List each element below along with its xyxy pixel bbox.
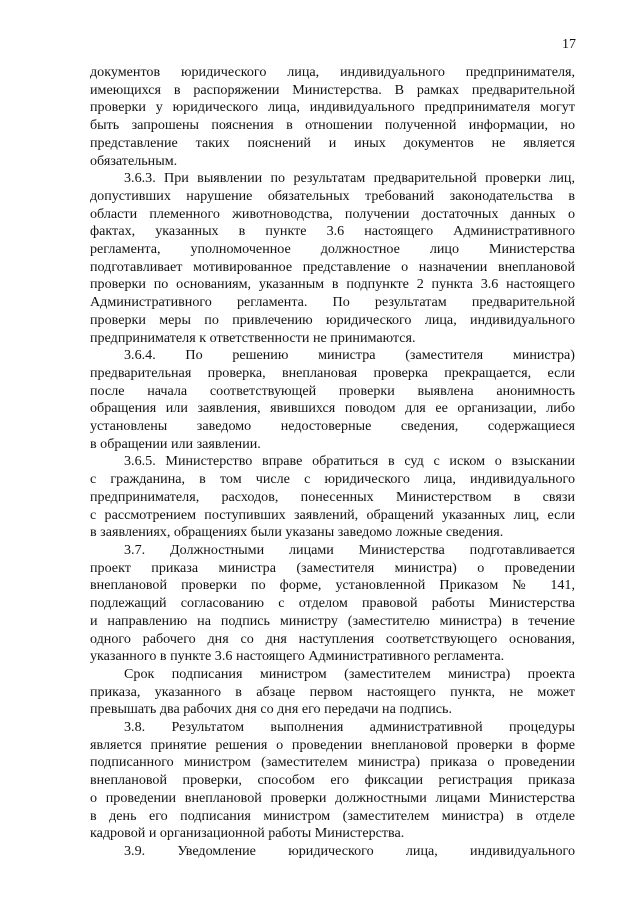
text-line: после начала соответствующей проверки выявлена анонимность bbox=[90, 382, 575, 399]
text-line: 3.7. Должностными лицами Министерства подготавливается bbox=[124, 541, 575, 558]
text-line: превышать два рабочих дня со дня его передачи на подпись. bbox=[90, 701, 453, 718]
text-line: подготавливает мотивированное представление о назначении внеплановой bbox=[90, 258, 575, 275]
text-line: указанного в пункте 3.6 настоящего Административного регламента. bbox=[90, 648, 505, 665]
page-number: 17 bbox=[562, 37, 576, 52]
document-body bbox=[90, 64, 575, 861]
text-line: 3.6.3. При выявлении по результатам предварительной проверки лиц, bbox=[124, 170, 575, 187]
text-line: внеплановой проверки, способом его фиксации регистрация приказа bbox=[90, 772, 575, 789]
text-line: в обращении или заявлении. bbox=[90, 435, 261, 452]
text-line: проверки меры по привлечению юридического лица, индивидуального bbox=[90, 311, 575, 328]
text-line: с рассмотрением поступивших заявлений, обращений указанных лиц, если bbox=[90, 506, 575, 523]
text-line: проверки у юридического лица, индивидуального предпринимателя могут bbox=[90, 99, 575, 116]
text-line: кадровой и организационной работы Министерства. bbox=[90, 825, 405, 842]
text-line: с гражданина, в том числе с юридического лица, индивидуального bbox=[90, 471, 575, 488]
text-line: одного рабочего дня со дня наступления соответствующего основания, bbox=[90, 630, 575, 647]
text-line: установлены заведомо недостоверные сведения, содержащиеся bbox=[90, 418, 575, 435]
text-line: регламента, уполномоченное должностное лицо Министерства bbox=[90, 241, 575, 258]
text-line: допустивших нарушение обязательных требований законодательства в bbox=[90, 187, 575, 204]
text-line: предпринимателя к ответственности не принимаются. bbox=[90, 329, 416, 346]
text-line: в день его подписания министром (заместителем министра) в отделе bbox=[90, 807, 575, 824]
text-line: подлежащий согласованию с отделом правовой работы Министерства bbox=[90, 595, 575, 612]
text-line: является принятие решения о проведении внеплановой проверки в форме bbox=[90, 736, 575, 753]
text-line: 3.9. Уведомление юридического лица, индивидуального bbox=[124, 842, 575, 859]
text-line: области племенного животноводства, получении достаточных данных о bbox=[90, 205, 575, 222]
text-line: Административного регламента. По результатам предварительной bbox=[90, 294, 575, 311]
text-line: имеющихся в распоряжении Министерства. В рамках предварительной bbox=[90, 81, 575, 98]
text-line: предварительная проверка, внеплановая проверка прекращается, если bbox=[90, 364, 575, 381]
text-line: в заявлениях, обращениях были указаны заведомо ложные сведения. bbox=[90, 524, 504, 541]
text-line: предпринимателя, расходов, понесенных Министерством в связи bbox=[90, 488, 575, 505]
text-line: обязательным. bbox=[90, 152, 178, 169]
text-line: подписанного министром (заместителем министра) приказа о проведении bbox=[90, 754, 575, 771]
text-line: о проведении внеплановой проверки должностными лицами Министерства bbox=[90, 789, 575, 806]
text-line: 3.6.4. По решению министра (заместителя министра) bbox=[124, 347, 575, 364]
text-line: 3.8. Результатом выполнения административной процедуры bbox=[124, 719, 575, 736]
text-line: Срок подписания министром (заместителем министра) проекта bbox=[124, 665, 575, 682]
text-line: быть запрошены пояснения в отношении полученной информации, но bbox=[90, 117, 575, 134]
text-line: проверки по основаниям, указанным в подпункте 2 пункта 3.6 настоящего bbox=[90, 276, 575, 293]
text-line: фактах, указанных в пункте 3.6 настоящего Административного bbox=[90, 223, 575, 240]
text-line: представление таких пояснений и иных документов не является bbox=[90, 134, 575, 151]
text-line: документов юридического лица, индивидуального предпринимателя, bbox=[90, 64, 575, 80]
text-line: обращения или заявления, явившихся поводом для ее организации, либо bbox=[90, 400, 575, 417]
text-line: и направлению на подпись министру (заместителю министра) в течение bbox=[90, 612, 575, 629]
text-line: проект приказа министра (заместителя министра) о проведении bbox=[90, 559, 575, 576]
text-line: приказа, указанного в абзаце первом настоящего пункта, не может bbox=[90, 683, 575, 700]
text-line: внеплановой проверки по форме, установленной Приказом № 141, bbox=[90, 577, 575, 594]
text-line: 3.6.5. Министерство вправе обратиться в суд с иском о взыскании bbox=[124, 453, 575, 470]
